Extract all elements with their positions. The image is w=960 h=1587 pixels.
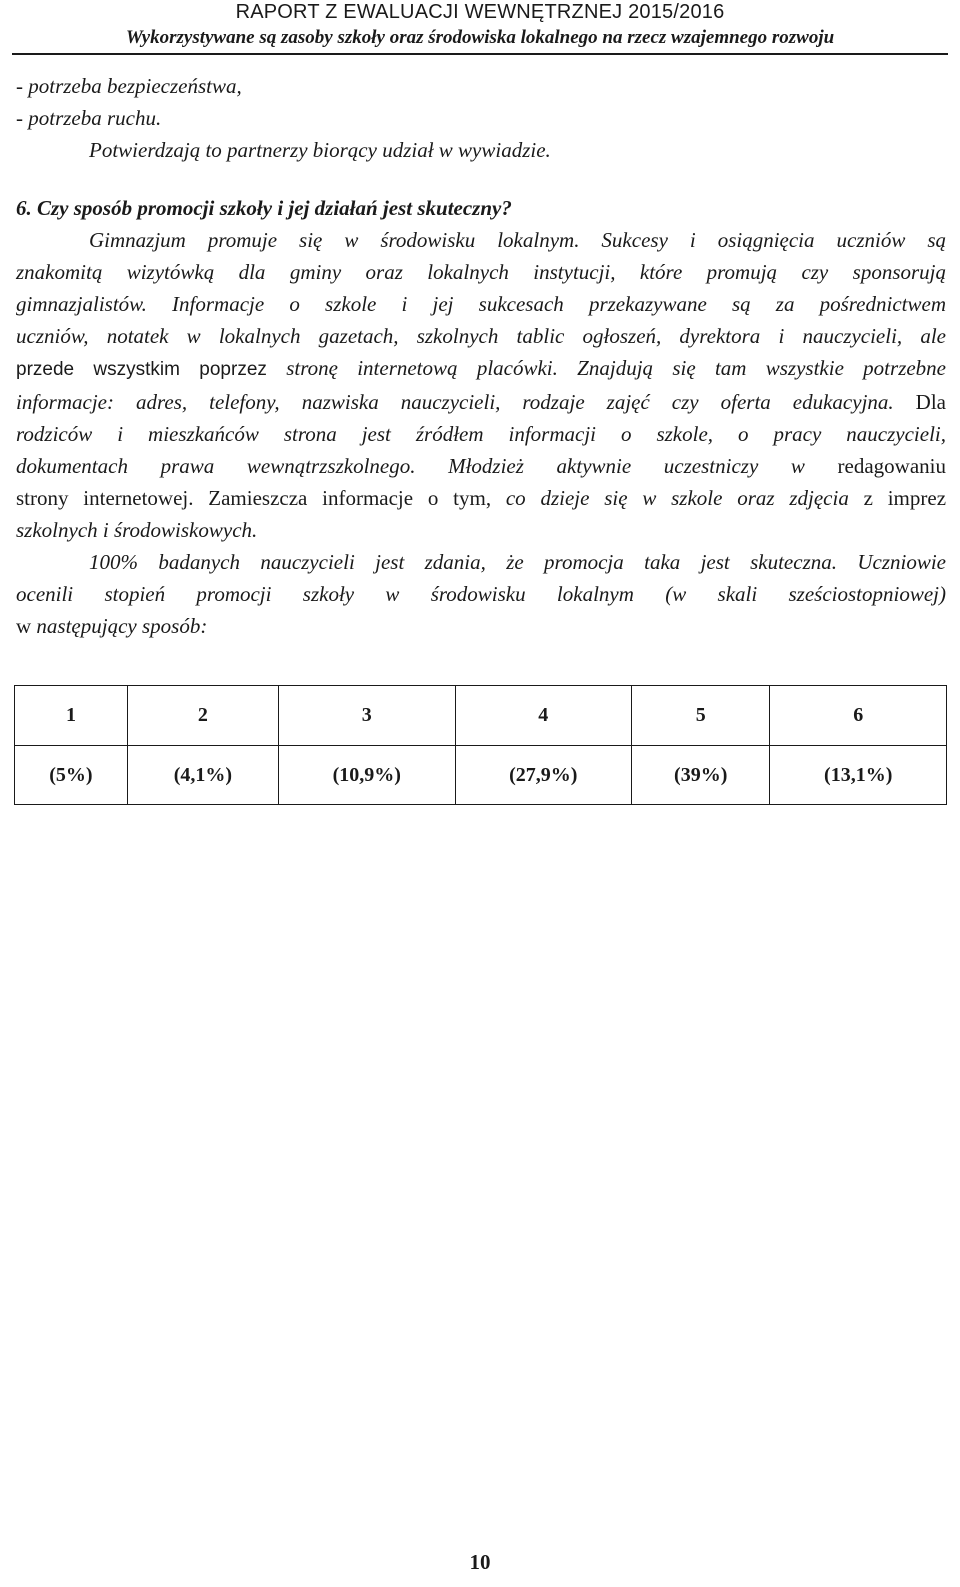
table-header-cell: 1 [15,686,128,746]
paragraph-line [16,482,946,514]
paragraph-line [16,450,946,482]
table-cell: (39%) [632,746,770,805]
paragraph-line: rodziców i mieszkańców strona jest źródłem informacji o szkole, o pracy nauczycieli, [16,422,946,446]
paragraph-text: dokumentach prawa wewnątrzszkolnego. Młodzież aktywnie uczestniczy w [16,454,805,478]
table-header-cell: 3 [278,686,455,746]
paragraph-line [16,224,946,256]
list-item-safety: - potrzeba bezpieczeństwa, [16,74,242,98]
promotion-paragraph [16,224,946,546]
list-item-movement-text: - potrzeba ruchu. [16,106,162,130]
table-header-cell: 6 [770,686,947,746]
paragraph-text: co dzieje się w szkole oraz zdjęcia [505,486,849,510]
table-cell: (13,1%) [770,746,947,805]
paragraph-text: w [16,614,32,638]
table-header-row [15,686,947,746]
paragraph-text: 100% badanych nauczycieli jest zdania, że promocja taka jest skuteczna. [89,550,837,574]
paragraph-text: przede wszystkim poprzez [16,359,267,380]
page-number: 10 [469,1550,491,1574]
paragraph-line: ocenili stopień promocji szkoły w środowisku lokalnym (w skali sześciostopniowej) [16,582,946,606]
list-item-movement [16,102,946,134]
table-cell: (27,9%) [455,746,632,805]
paragraph-line [16,610,946,642]
paragraph-text: Gimnazjum promuje się w środowisku lokalnym. Sukcesy i osiągnięcia uczniów są [89,228,946,252]
rating-table [14,685,947,805]
table-row [15,746,947,805]
paragraph-line: uczniów, notatek w lokalnych gazetach, szkolnych tablic ogłoszeń, dyrektora i nauczycieli, ale [16,324,946,348]
paragraph-text: Dla [915,390,946,414]
report-subtitle: Wykorzystywane są zasoby szkoły oraz środowiska lokalnego na rzecz wzajemnego rozwoju [125,27,835,48]
table-header-cell: 4 [455,686,632,746]
paragraph-line [16,546,946,578]
paragraph-line: szkolnych i środowiskowych. [16,518,258,542]
paragraph-line [16,352,946,386]
report-title: RAPORT Z EWALUACJI WEWNĘTRZNEJ 2015/2016 [235,1,725,23]
document-body [16,70,946,642]
paragraph-text: informacje: adres, telefony, nazwiska nauczycieli, rodzaje zajęć czy oferta edukacyjna. [16,390,894,414]
confirmation-line: Potwierdzają to partnerzy biorący udział w wywiadzie. [89,138,551,162]
table-cell: (5%) [15,746,128,805]
table-header-cell: 5 [632,686,770,746]
header-divider [12,53,948,55]
paragraph-text: Uczniowie [857,550,946,574]
paragraph-line: znakomitą wizytówką dla gminy oraz lokalnych instytucji, które promują czy sponsorują [16,260,946,284]
question-heading: 6. Czy sposób promocji szkoły i jej działań jest skuteczny? [16,196,512,220]
paragraph-text: następujący sposób: [36,614,208,638]
paragraph-line [16,386,946,418]
table-cell: (10,9%) [278,746,455,805]
paragraph-text: stronę internetową placówki. Znajdują się tam wszystkie potrzebne [286,356,947,380]
paragraph-text: z imprez [863,486,947,510]
paragraph-line: gimnazjalistów. Informacje o szkole i jej sukcesach przekazywane są za pośrednictwem [16,292,946,316]
table-header-cell: 2 [127,686,278,746]
paragraph-text: redagowaniu [837,454,946,478]
survey-paragraph [16,546,946,642]
paragraph-text: strony internetowej. Zamieszcza informacje o tym, [16,486,492,510]
table-cell: (4,1%) [127,746,278,805]
